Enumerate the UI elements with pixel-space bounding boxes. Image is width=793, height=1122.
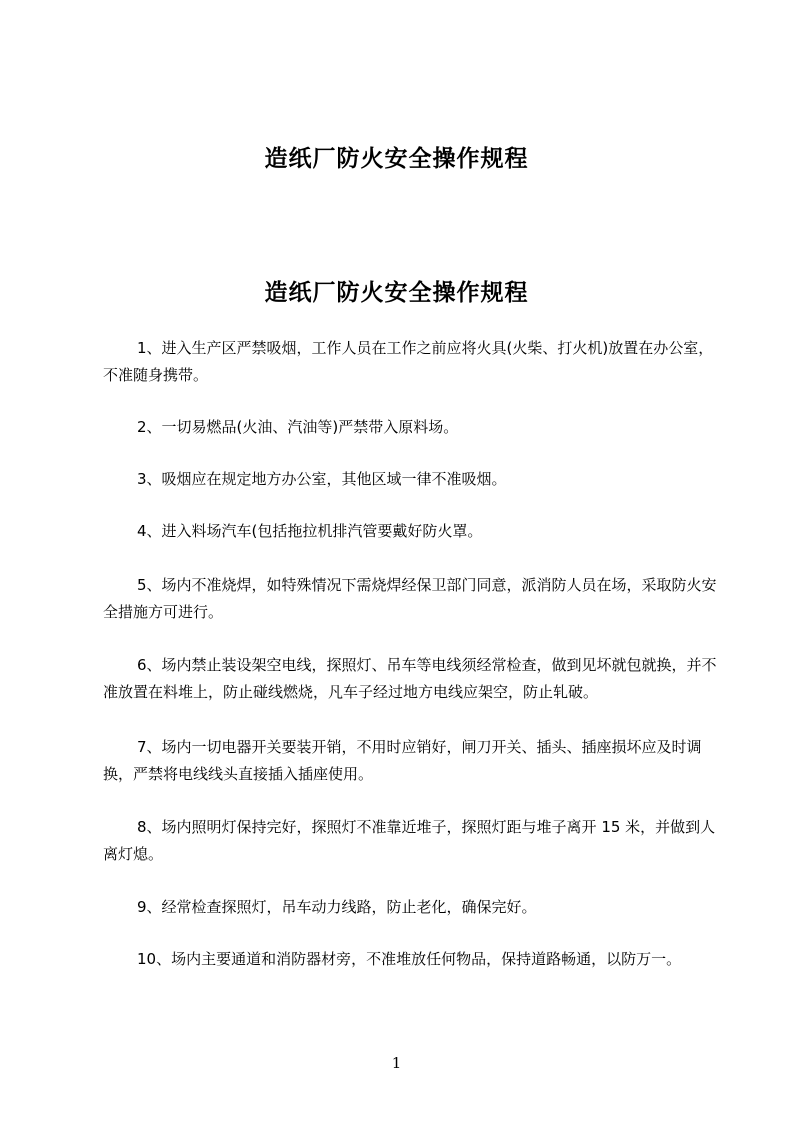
rule-paragraph-1: 1、进入生产区严禁吸烟，工作人员在工作之前应将火具(火柴、打火机)放置在办公室，不准随身携带。 bbox=[103, 339, 714, 384]
rule-paragraph-10: 10、场内主要通道和消防器材旁，不准堆放任何物品，保持道路畅通，以防万一。 bbox=[137, 950, 682, 968]
rule-paragraph-8: 8、场内照明灯保持完好，探照灯不准靠近堆子，探照灯距与堆子离开 15 米，并做到人离灯熄。 bbox=[103, 818, 716, 863]
document-title: 造纸厂防火安全操作规程 bbox=[264, 280, 529, 306]
rule-paragraph-3: 3、吸烟应在规定地方办公室，其他区域一律不准吸烟。 bbox=[137, 470, 507, 488]
page-number: 1 bbox=[391, 1054, 402, 1072]
rule-paragraph-6: 6、场内禁止装设架空电线，探照灯、吊车等电线须经常检查，做到见坏就包就换，并不准放置在料堆上，防止碰线燃烧，凡车子经过地方电线应架空，防止轧破。 bbox=[103, 656, 717, 701]
rule-paragraph-5: 5、场内不准烧焊，如特殊情况下需烧焊经保卫部门同意，派消防人员在场，采取防火安全措施方可进行。 bbox=[103, 576, 717, 621]
rule-paragraph-7: 7、场内一切电器开关要装开销，不用时应销好，闸刀开关、插头、插座损坏应及时调换，严禁将电线线头直接插入插座使用。 bbox=[103, 738, 702, 783]
document-title-header: 造纸厂防火安全操作规程 bbox=[264, 146, 529, 172]
rule-paragraph-2: 2、一切易燃品(火油、汽油等)严禁带入原料场。 bbox=[137, 418, 459, 436]
rule-paragraph-9: 9、经常检查探照灯，吊车动力线路，防止老化，确保完好。 bbox=[137, 898, 537, 916]
rule-paragraph-4: 4、进入料场汽车(包括拖拉机排汽管要戴好防火罩。 bbox=[137, 522, 483, 540]
